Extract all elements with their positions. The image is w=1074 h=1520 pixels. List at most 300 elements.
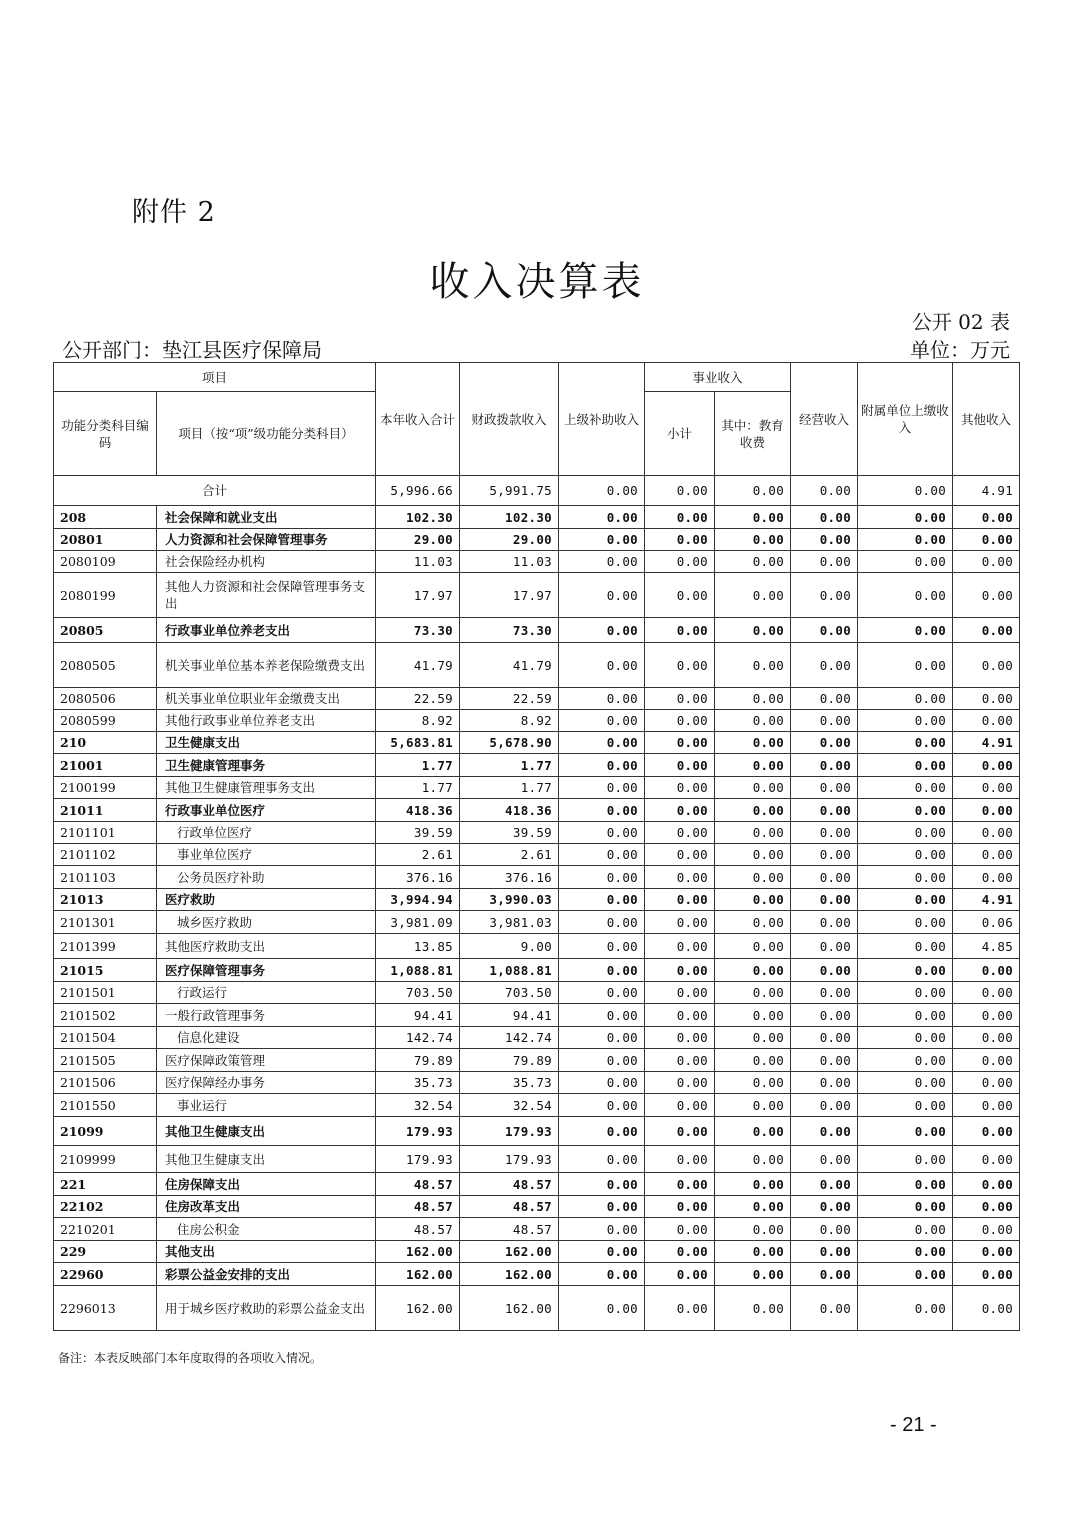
row-value: 11.03 xyxy=(376,551,460,573)
row-value: 35.73 xyxy=(460,1072,559,1094)
row-value: 9.00 xyxy=(460,934,559,959)
row-value: 418.36 xyxy=(376,799,460,822)
row-value: 0.00 xyxy=(858,1263,953,1286)
row-value: 0.00 xyxy=(715,777,791,799)
row-value: 0.00 xyxy=(715,573,791,618)
row-value: 0.00 xyxy=(791,959,858,982)
row-value: 0.00 xyxy=(858,688,953,710)
table-row xyxy=(54,732,1020,754)
row-value: 0.00 xyxy=(559,799,645,822)
total-row xyxy=(54,476,1020,506)
row-value: 0.00 xyxy=(715,1049,791,1072)
row-value: 5,678.90 xyxy=(460,732,559,754)
row-value: 0.00 xyxy=(645,1286,715,1331)
row-value: 0.00 xyxy=(953,959,1020,982)
row-code: 2210201 xyxy=(54,1218,157,1241)
row-value: 179.93 xyxy=(460,1146,559,1173)
row-name: 医疗保障经办事务 xyxy=(157,1072,376,1094)
row-value: 0.00 xyxy=(858,710,953,732)
row-value: 0.00 xyxy=(559,934,645,959)
row-value: 0.00 xyxy=(791,1004,858,1027)
row-value: 0.00 xyxy=(858,934,953,959)
row-code: 2080505 xyxy=(54,643,157,688)
row-value: 0.00 xyxy=(953,866,1020,889)
row-value: 0.00 xyxy=(791,1241,858,1263)
row-value: 0.00 xyxy=(791,688,858,710)
row-value: 0.00 xyxy=(858,799,953,822)
row-value: 94.41 xyxy=(460,1004,559,1027)
row-value: 0.00 xyxy=(791,506,858,529)
row-value: 0.00 xyxy=(645,754,715,777)
row-value: 0.00 xyxy=(645,618,715,643)
row-value: 0.00 xyxy=(953,1027,1020,1049)
row-value: 0.00 xyxy=(559,529,645,551)
row-value: 0.00 xyxy=(953,1218,1020,1241)
table-row xyxy=(54,1094,1020,1117)
row-value: 0.00 xyxy=(645,1072,715,1094)
row-value: 376.16 xyxy=(376,866,460,889)
row-code: 21099 xyxy=(54,1117,157,1146)
row-value: 0.00 xyxy=(559,844,645,866)
row-value: 0.00 xyxy=(559,506,645,529)
row-value: 0.00 xyxy=(715,688,791,710)
row-code: 2101550 xyxy=(54,1094,157,1117)
row-value: 0.00 xyxy=(791,844,858,866)
table-row xyxy=(54,1004,1020,1027)
row-value: 1,088.81 xyxy=(376,959,460,982)
row-value: 0.00 xyxy=(715,866,791,889)
row-value: 0.00 xyxy=(645,911,715,934)
row-code: 20805 xyxy=(54,618,157,643)
row-value: 162.00 xyxy=(376,1241,460,1263)
row-value: 102.30 xyxy=(460,506,559,529)
row-value: 0.00 xyxy=(645,799,715,822)
row-name: 其他卫生健康管理事务支出 xyxy=(157,777,376,799)
row-value: 0.00 xyxy=(715,844,791,866)
row-name: 事业单位医疗 xyxy=(157,844,376,866)
row-name: 信息化建设 xyxy=(157,1027,376,1049)
row-value: 0.00 xyxy=(953,688,1020,710)
row-value: 0.00 xyxy=(715,1286,791,1331)
header-operating: 经营收入 xyxy=(791,363,858,476)
row-value: 0.00 xyxy=(953,1241,1020,1263)
row-code: 2109999 xyxy=(54,1146,157,1173)
row-name: 公务员医疗补助 xyxy=(157,866,376,889)
row-value: 0.00 xyxy=(858,911,953,934)
row-value: 29.00 xyxy=(376,529,460,551)
row-value: 0.00 xyxy=(791,551,858,573)
row-value: 0.00 xyxy=(791,777,858,799)
row-value: 48.57 xyxy=(460,1218,559,1241)
row-value: 179.93 xyxy=(376,1117,460,1146)
header-other: 其他收入 xyxy=(953,363,1020,476)
row-value: 0.00 xyxy=(953,1117,1020,1146)
row-name: 医疗保障管理事务 xyxy=(157,959,376,982)
row-value: 0.00 xyxy=(858,1027,953,1049)
row-value: 0.00 xyxy=(953,551,1020,573)
row-value: 0.00 xyxy=(858,551,953,573)
header-subtotal: 小计 xyxy=(645,392,715,476)
row-value: 0.00 xyxy=(715,732,791,754)
table-header xyxy=(54,363,1020,476)
row-value: 0.00 xyxy=(559,573,645,618)
row-value: 0.00 xyxy=(645,529,715,551)
row-value: 0.00 xyxy=(858,844,953,866)
row-code: 2101101 xyxy=(54,822,157,844)
row-value: 0.00 xyxy=(858,754,953,777)
table-row xyxy=(54,982,1020,1004)
row-value: 0.00 xyxy=(858,1218,953,1241)
row-name: 一般行政管理事务 xyxy=(157,1004,376,1027)
row-value: 0.00 xyxy=(953,1263,1020,1286)
row-value: 0.00 xyxy=(791,529,858,551)
row-name: 城乡医疗救助 xyxy=(157,911,376,934)
row-value: 0.00 xyxy=(645,1218,715,1241)
row-value: 0.00 xyxy=(953,822,1020,844)
row-value: 3,981.03 xyxy=(460,911,559,934)
row-name: 其他卫生健康支出 xyxy=(157,1146,376,1173)
row-value: 0.00 xyxy=(953,1146,1020,1173)
row-value: 102.30 xyxy=(376,506,460,529)
row-value: 48.57 xyxy=(376,1218,460,1241)
row-value: 0.00 xyxy=(791,1218,858,1241)
row-value: 0.00 xyxy=(715,1173,791,1196)
row-value: 0.00 xyxy=(645,1173,715,1196)
row-value: 1.77 xyxy=(460,777,559,799)
table-row xyxy=(54,866,1020,889)
row-value: 39.59 xyxy=(460,822,559,844)
row-value: 0.00 xyxy=(715,982,791,1004)
row-value: 0.00 xyxy=(645,866,715,889)
row-value: 0.00 xyxy=(858,1049,953,1072)
row-value: 0.00 xyxy=(559,688,645,710)
row-value: 0.00 xyxy=(858,822,953,844)
row-name: 卫生健康支出 xyxy=(157,732,376,754)
row-value: 22.59 xyxy=(460,688,559,710)
row-name: 用于城乡医疗救助的彩票公益金支出 xyxy=(157,1286,376,1331)
row-value: 0.00 xyxy=(559,982,645,1004)
row-value: 0.00 xyxy=(645,982,715,1004)
table-row xyxy=(54,1196,1020,1218)
row-value: 0.00 xyxy=(858,1146,953,1173)
row-value: 0.00 xyxy=(791,1173,858,1196)
row-code: 21015 xyxy=(54,959,157,982)
row-name: 社会保障和就业支出 xyxy=(157,506,376,529)
row-value: 0.00 xyxy=(645,1094,715,1117)
table-row xyxy=(54,889,1020,911)
row-code: 208 xyxy=(54,506,157,529)
table-row xyxy=(54,551,1020,573)
table-row xyxy=(54,618,1020,643)
row-value: 0.00 xyxy=(559,1196,645,1218)
row-value: 0.00 xyxy=(645,1241,715,1263)
page-title: 收入决算表 xyxy=(429,259,645,305)
total-cell: 0.00 xyxy=(645,476,715,506)
row-code: 2100199 xyxy=(54,777,157,799)
header-name: 项目（按“项”级功能分类科目） xyxy=(157,392,376,476)
row-value: 0.00 xyxy=(645,1196,715,1218)
row-value: 1.77 xyxy=(460,754,559,777)
row-value: 0.00 xyxy=(953,844,1020,866)
row-value: 0.00 xyxy=(559,710,645,732)
row-value: 0.00 xyxy=(559,732,645,754)
page-number: - 21 - xyxy=(890,1414,937,1436)
row-value: 0.00 xyxy=(559,754,645,777)
row-value: 0.00 xyxy=(953,710,1020,732)
row-value: 0.00 xyxy=(645,573,715,618)
row-value: 0.00 xyxy=(715,1263,791,1286)
row-value: 0.00 xyxy=(559,1146,645,1173)
row-value: 32.54 xyxy=(376,1094,460,1117)
row-value: 0.00 xyxy=(953,506,1020,529)
row-value: 0.00 xyxy=(953,982,1020,1004)
row-value: 0.00 xyxy=(791,732,858,754)
row-value: 0.00 xyxy=(953,1004,1020,1027)
table-row xyxy=(54,1072,1020,1094)
row-value: 0.00 xyxy=(559,822,645,844)
row-value: 0.00 xyxy=(791,754,858,777)
row-name: 医疗保障政策管理 xyxy=(157,1049,376,1072)
row-name: 行政事业单位养老支出 xyxy=(157,618,376,643)
row-value: 48.57 xyxy=(460,1196,559,1218)
header-total: 本年收入合计 xyxy=(376,363,460,476)
table-number: 公开 02 表 xyxy=(911,310,1010,334)
row-value: 0.00 xyxy=(645,889,715,911)
row-value: 13.85 xyxy=(376,934,460,959)
row-value: 0.00 xyxy=(715,1094,791,1117)
row-name: 人力资源和社会保障管理事务 xyxy=(157,529,376,551)
row-value: 179.93 xyxy=(376,1146,460,1173)
row-value: 0.00 xyxy=(791,573,858,618)
row-value: 11.03 xyxy=(460,551,559,573)
row-code: 21013 xyxy=(54,889,157,911)
row-value: 0.00 xyxy=(791,911,858,934)
row-code: 2101502 xyxy=(54,1004,157,1027)
row-name: 医疗救助 xyxy=(157,889,376,911)
row-value: 0.00 xyxy=(858,1117,953,1146)
row-value: 0.00 xyxy=(791,1094,858,1117)
row-value: 0.00 xyxy=(858,573,953,618)
row-value: 0.00 xyxy=(791,1196,858,1218)
table-row xyxy=(54,1286,1020,1331)
row-name: 行政事业单位医疗 xyxy=(157,799,376,822)
row-value: 0.00 xyxy=(559,1286,645,1331)
row-value: 0.00 xyxy=(791,1049,858,1072)
row-value: 0.00 xyxy=(858,1072,953,1094)
table-row xyxy=(54,1241,1020,1263)
table-row xyxy=(54,844,1020,866)
table-row xyxy=(54,777,1020,799)
header-affiliate: 附属单位上缴收入 xyxy=(858,363,953,476)
table-row xyxy=(54,710,1020,732)
row-name: 住房公积金 xyxy=(157,1218,376,1241)
row-value: 0.00 xyxy=(791,1286,858,1331)
table-row xyxy=(54,643,1020,688)
row-value: 0.00 xyxy=(791,1146,858,1173)
row-value: 0.00 xyxy=(559,1004,645,1027)
row-value: 0.00 xyxy=(715,934,791,959)
row-code: 21011 xyxy=(54,799,157,822)
table-row xyxy=(54,1049,1020,1072)
total-cell: 5,996.66 xyxy=(376,476,460,506)
row-value: 4.91 xyxy=(953,889,1020,911)
row-code: 21001 xyxy=(54,754,157,777)
row-value: 48.57 xyxy=(460,1173,559,1196)
row-value: 0.00 xyxy=(858,982,953,1004)
table-row xyxy=(54,934,1020,959)
total-cell: 0.00 xyxy=(858,476,953,506)
total-cell: 5,991.75 xyxy=(460,476,559,506)
row-code: 2101399 xyxy=(54,934,157,959)
row-value: 0.00 xyxy=(858,1173,953,1196)
row-value: 0.00 xyxy=(858,529,953,551)
row-code: 229 xyxy=(54,1241,157,1263)
row-code: 2101102 xyxy=(54,844,157,866)
row-name: 卫生健康管理事务 xyxy=(157,754,376,777)
header-item: 项目 xyxy=(54,363,376,392)
row-value: 79.89 xyxy=(460,1049,559,1072)
row-value: 142.74 xyxy=(376,1027,460,1049)
row-value: 0.00 xyxy=(645,822,715,844)
row-value: 0.00 xyxy=(645,844,715,866)
row-value: 0.00 xyxy=(559,1027,645,1049)
row-value: 0.00 xyxy=(858,777,953,799)
row-value: 0.00 xyxy=(715,959,791,982)
table-row xyxy=(54,529,1020,551)
row-value: 703.50 xyxy=(460,982,559,1004)
row-code: 2101501 xyxy=(54,982,157,1004)
row-value: 3,990.03 xyxy=(460,889,559,911)
total-cell: 0.00 xyxy=(715,476,791,506)
row-value: 0.00 xyxy=(953,777,1020,799)
row-value: 142.74 xyxy=(460,1027,559,1049)
row-value: 0.00 xyxy=(858,506,953,529)
row-value: 0.00 xyxy=(858,1286,953,1331)
row-value: 0.00 xyxy=(645,710,715,732)
table-row xyxy=(54,754,1020,777)
row-value: 94.41 xyxy=(376,1004,460,1027)
row-value: 0.00 xyxy=(559,1094,645,1117)
row-value: 0.00 xyxy=(858,618,953,643)
row-value: 0.00 xyxy=(645,551,715,573)
row-value: 0.00 xyxy=(715,710,791,732)
row-value: 5,683.81 xyxy=(376,732,460,754)
row-value: 0.00 xyxy=(858,1196,953,1218)
row-name: 其他支出 xyxy=(157,1241,376,1263)
row-value: 0.00 xyxy=(858,1241,953,1263)
total-cell: 0.00 xyxy=(791,476,858,506)
row-value: 22.59 xyxy=(376,688,460,710)
row-value: 0.00 xyxy=(715,1146,791,1173)
row-code: 2101103 xyxy=(54,866,157,889)
income-table xyxy=(53,362,1020,1331)
row-value: 48.57 xyxy=(376,1173,460,1196)
table-body xyxy=(54,476,1020,1331)
row-value: 0.00 xyxy=(791,1263,858,1286)
row-value: 0.00 xyxy=(953,643,1020,688)
row-value: 0.00 xyxy=(645,1146,715,1173)
row-value: 0.00 xyxy=(715,1218,791,1241)
table-row xyxy=(54,959,1020,982)
table-row xyxy=(54,1263,1020,1286)
row-name: 机关事业单位基本养老保险缴费支出 xyxy=(157,643,376,688)
row-code: 2101504 xyxy=(54,1027,157,1049)
row-name: 其他行政事业单位养老支出 xyxy=(157,710,376,732)
row-code: 2080109 xyxy=(54,551,157,573)
row-value: 0.00 xyxy=(715,1027,791,1049)
row-value: 0.00 xyxy=(559,1173,645,1196)
table-row xyxy=(54,1218,1020,1241)
row-value: 2.61 xyxy=(460,844,559,866)
row-value: 0.00 xyxy=(858,1004,953,1027)
header-business: 事业收入 xyxy=(645,363,791,392)
row-value: 0.00 xyxy=(559,551,645,573)
row-value: 0.00 xyxy=(791,982,858,1004)
footnote: 备注：本表反映部门本年度取得的各项收入情况。 xyxy=(58,1351,323,1365)
row-name: 彩票公益金安排的支出 xyxy=(157,1263,376,1286)
row-value: 0.06 xyxy=(953,911,1020,934)
row-value: 0.00 xyxy=(953,618,1020,643)
row-value: 0.00 xyxy=(858,959,953,982)
row-value: 0.00 xyxy=(715,529,791,551)
row-value: 0.00 xyxy=(953,1049,1020,1072)
row-name: 社会保险经办机构 xyxy=(157,551,376,573)
row-value: 0.00 xyxy=(858,643,953,688)
row-value: 0.00 xyxy=(715,822,791,844)
table-row xyxy=(54,822,1020,844)
row-value: 0.00 xyxy=(715,1196,791,1218)
header-edu: 其中：教育收费 xyxy=(715,392,791,476)
table-row xyxy=(54,799,1020,822)
row-value: 0.00 xyxy=(559,1241,645,1263)
row-name: 机关事业单位职业年金缴费支出 xyxy=(157,688,376,710)
row-code: 2101505 xyxy=(54,1049,157,1072)
row-value: 0.00 xyxy=(953,573,1020,618)
row-value: 0.00 xyxy=(645,506,715,529)
row-value: 0.00 xyxy=(953,1286,1020,1331)
row-value: 4.91 xyxy=(953,732,1020,754)
row-value: 32.54 xyxy=(460,1094,559,1117)
row-value: 0.00 xyxy=(791,889,858,911)
row-value: 703.50 xyxy=(376,982,460,1004)
row-value: 0.00 xyxy=(559,618,645,643)
row-value: 0.00 xyxy=(645,1004,715,1027)
row-value: 0.00 xyxy=(953,799,1020,822)
row-value: 179.93 xyxy=(460,1117,559,1146)
row-value: 0.00 xyxy=(953,529,1020,551)
row-value: 0.00 xyxy=(858,1094,953,1117)
row-value: 0.00 xyxy=(645,934,715,959)
row-value: 0.00 xyxy=(559,959,645,982)
row-value: 48.57 xyxy=(376,1196,460,1218)
row-value: 0.00 xyxy=(858,866,953,889)
row-value: 0.00 xyxy=(645,688,715,710)
row-code: 2080599 xyxy=(54,710,157,732)
row-value: 8.92 xyxy=(376,710,460,732)
row-value: 0.00 xyxy=(715,799,791,822)
table-row xyxy=(54,1173,1020,1196)
unit-label: 单位：万元 xyxy=(910,338,1010,362)
row-value: 0.00 xyxy=(715,1004,791,1027)
row-name: 其他卫生健康支出 xyxy=(157,1117,376,1146)
row-value: 0.00 xyxy=(645,1117,715,1146)
header-superior: 上级补助收入 xyxy=(559,363,645,476)
row-value: 0.00 xyxy=(559,1218,645,1241)
department-label: 公开部门：垫江县医疗保障局 xyxy=(62,338,322,362)
row-value: 0.00 xyxy=(715,911,791,934)
row-value: 0.00 xyxy=(559,643,645,688)
row-code: 210 xyxy=(54,732,157,754)
